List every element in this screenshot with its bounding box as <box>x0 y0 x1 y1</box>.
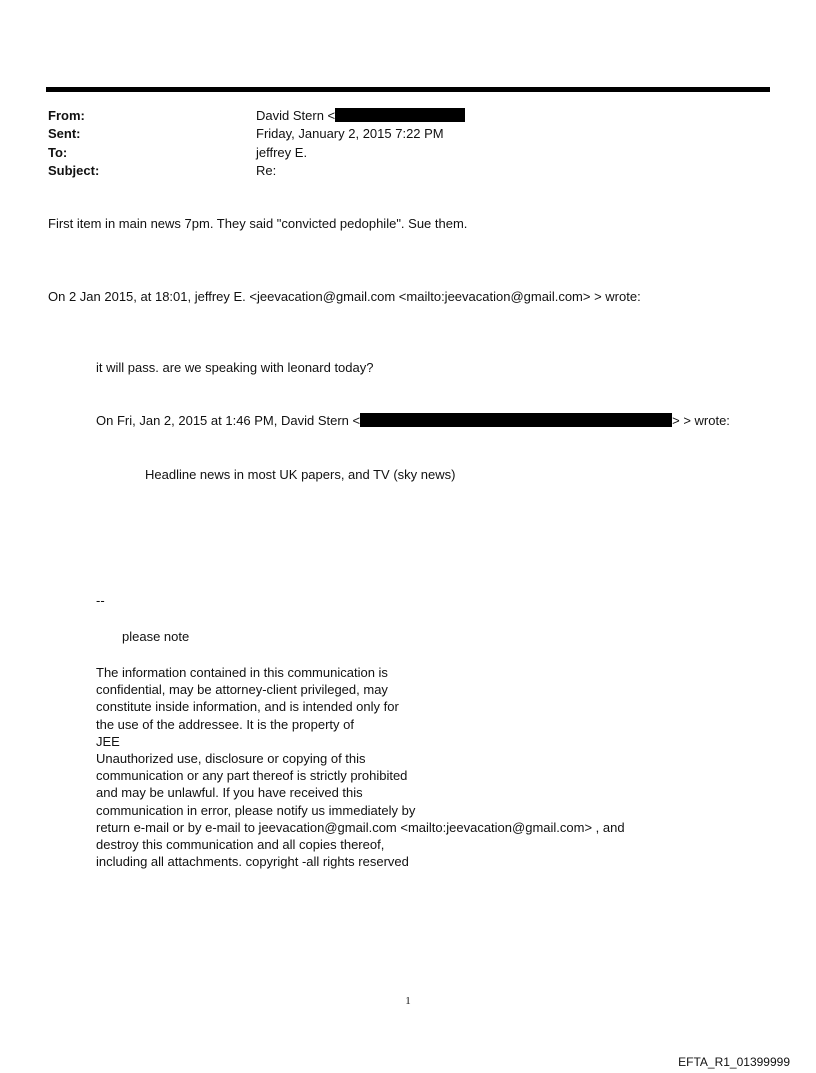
quote1-header: On 2 Jan 2015, at 18:01, jeffrey E. <jeevacation@gmail.com <mailto:jeevacation@gmail.com> > wrote: <box>48 289 641 304</box>
signature-separator: -- <box>96 593 105 608</box>
message-body: First item in main news 7pm. They said "convicted pedophile". Sue them. <box>48 216 468 231</box>
disclaimer-line: destroy this communication and all copies thereof, <box>96 836 385 852</box>
quote2-text: Headline news in most UK papers, and TV (sky news) <box>145 467 456 482</box>
sent-label: Sent: <box>48 126 81 141</box>
note-heading: please note <box>122 629 190 644</box>
disclaimer-line: confidential, may be attorney-client privileged, may <box>96 682 388 698</box>
sent-value: Friday, January 2, 2015 7:22 PM <box>256 126 444 141</box>
disclaimer-line: JEE <box>96 733 120 749</box>
redaction-box <box>335 108 465 122</box>
header-rule <box>46 87 770 92</box>
disclaimer-line: Unauthorized use, disclosure or copying of this <box>96 750 366 766</box>
to-label: To: <box>48 145 68 160</box>
subject-value: Re: <box>256 163 277 178</box>
disclaimer-line: communication or any part thereof is strictly prohibited <box>96 768 408 784</box>
disclaimer-line: communication in error, please notify us immediately by <box>96 802 416 818</box>
disclaimer-line: The information contained in this communication is <box>96 665 388 680</box>
redaction-box <box>360 413 672 427</box>
disclaimer-line: including all attachments. copyright -all rights reserved <box>96 854 409 870</box>
disclaimer-line: and may be unlawful. If you have received this <box>96 785 363 801</box>
disclaimer-line: return e-mail or by e-mail to jeevacation@gmail.com <mailto:jeevacation@gmail.com> , and <box>96 819 625 835</box>
quote2-header: On Fri, Jan 2, 2015 at 1:46 PM, David Stern < > > wrote: <box>96 413 730 428</box>
disclaimer-line: the use of the addressee. It is the property of <box>96 716 354 732</box>
disclaimer-block <box>96 664 625 870</box>
quote1-text: it will pass. are we speaking with leonard today? <box>96 360 374 375</box>
from-value: David Stern < <box>256 107 465 125</box>
disclaimer-line: constitute inside information, and is intended only for <box>96 699 399 715</box>
page-number: 1 <box>405 995 411 1007</box>
document-id: EFTA_R1_01399999 <box>678 1055 790 1069</box>
subject-label: Subject: <box>48 163 100 178</box>
to-value: jeffrey E. <box>256 145 308 160</box>
from-label: From: <box>48 108 85 123</box>
